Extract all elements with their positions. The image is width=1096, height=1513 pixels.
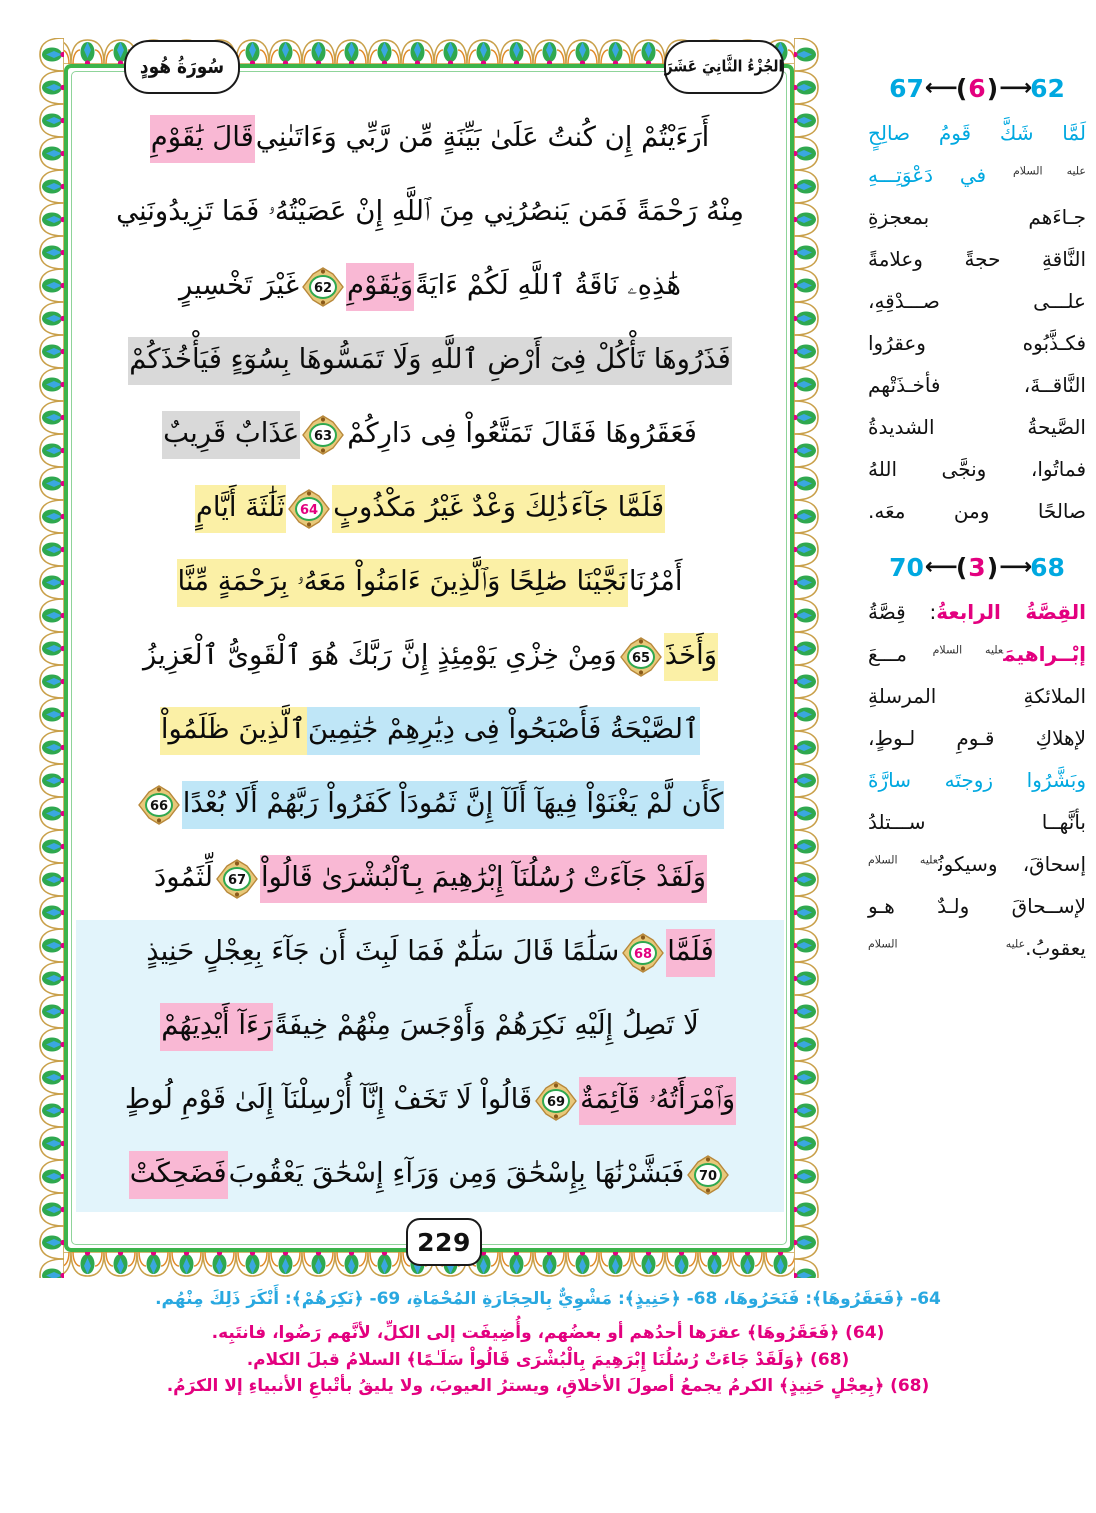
commentary-paragraph: بأنَّهــا ســـتلدُ: [868, 810, 1086, 834]
ayah-line: [74, 472, 786, 546]
page-number-text: 229: [417, 1227, 471, 1257]
commentary-paragraph: وبَشَّرُوا زوجتَه سارَّةَ: [868, 768, 1086, 792]
ayah-number-marker-68: [622, 933, 664, 973]
verse-range-left: 67: [889, 74, 924, 103]
alayhi-salam-icon: عليه السلام: [868, 853, 939, 867]
ayah-segment: هَٰذِهِۦ نَاقَةُ ٱللَّهِ لَكُمْ ءَايَةً: [415, 269, 681, 302]
ayah-segment-highlight: فَلَمَّا جَآءَ: [570, 485, 666, 533]
story-title-highlight: القِصَّةُ الرابعةُ: [936, 600, 1086, 624]
commentary-paragraph: صالحًا ومن معَه.: [868, 499, 1086, 523]
commentary-prophet-name-line: [868, 634, 1086, 674]
ayah-line: [74, 990, 786, 1064]
ayah-segment: لَا تَصِلُ إِلَيْهِ نَكِرَهُمْ وَأَوْجَسَ مِنْهُمْ خِيفَةً: [274, 1009, 699, 1042]
svg-text:64: 64: [300, 503, 319, 518]
footnote-note: (68) ﴿وَلَقَدْ جَاءَتْ رُسُلُنَا إِبْرَهِيمَ بِالْبُشْرَى قَالُواْ سَلَـٰمًا﴾ السلامُ قبلَ الكلام.: [246, 1349, 850, 1370]
ayah-number-marker-65: [620, 637, 662, 677]
alayhi-salam-icon: عليه السلام: [932, 643, 1004, 657]
commentary-paragraph: جـاءَهم بمعجزةِ: [868, 205, 1086, 229]
juz-title: الجُزْءُ الثَّانِيَ عَشَرَ: [664, 57, 784, 77]
ayah-segment-highlight: قَالَ يَٰقَوْمِ: [150, 115, 255, 163]
commentary-paragraph: النَّاقةِ حجةً وعلامةً: [868, 247, 1086, 271]
svg-text:70: 70: [699, 1169, 718, 1184]
ayah-segment-highlight: فَذَرُوهَا تَأْكُلْ فِىٓ أَرْضِ ٱللَّهِ وَلَا تَمَسُّوهَا بِسُوٓءٍ فَيَأْخُذَكُمْ: [128, 337, 732, 385]
svg-text:69: 69: [547, 1095, 566, 1110]
ayah-segment: قَالُواْ لَا تَخَفْ إِنَّآ أُرْسِلْنَآ إِلَىٰ قَوْمِ لُوطٍ: [124, 1083, 533, 1116]
verse-range-center: 6: [968, 74, 986, 103]
ayah-segment-highlight: فَضَحِكَتْ: [129, 1151, 228, 1199]
ayah-number-marker-64: [288, 489, 330, 529]
svg-text:65: 65: [631, 651, 650, 666]
ayah-segment-highlight: كَأَن لَّمْ يَغْنَوْاْ فِيهَآ أَلَآ إِنَّ ثَمُودَاْ كَفَرُواْ رَبَّهُمْ أَلَا بُعْدًا: [182, 781, 725, 829]
commentary-paragraph: الملائكةِ المرسلةِ: [868, 684, 1086, 708]
ayah-segment: سَلَٰمًا قَالَ سَلَٰمٌ فَمَا لَبِثَ أَن جَآءَ بِعِجْلٍ حَنِيذٍ: [146, 935, 620, 968]
commentary-paragraph: علـــى صـــدْقِهِ،: [868, 289, 1086, 313]
ayah-segment-highlight: وَيَٰقَوْمِ: [346, 263, 414, 311]
ayah-line: [74, 620, 786, 694]
juz-title-cartouche: [664, 40, 784, 94]
ayah-line: [74, 916, 786, 990]
commentary-paragraph: [868, 928, 1086, 968]
verse-range-right: 68: [1030, 553, 1065, 582]
commentary-paragraph: الصَّيحةُ الشديدةُ: [868, 415, 1086, 439]
border-strip-right: [794, 38, 820, 1278]
verse-range-indicator-2: [868, 553, 1086, 582]
ayah-segment: أَرَءَيْتُمْ إِن كُنتُ عَلَىٰ بَيِّنَةٍ مِّن رَّبِّي وَءَاتَىٰنِي: [255, 121, 710, 154]
commentary-paragraph: النَّاقــةَ، فأخـذَتْهم: [868, 373, 1086, 397]
prophet-name-highlight: إبْــراهيمَ: [1003, 642, 1086, 666]
ayah-segment: لِّثَمُودَ: [153, 861, 214, 894]
arrow-left-icon: ⟵: [924, 75, 955, 101]
ayah-line: [74, 250, 786, 324]
ayah-line: [74, 324, 786, 398]
ayah-segment-highlight: ٱلصَّيْحَةُ فَأَصْبَحُواْ فِى دِيَٰرِهِمْ جَٰثِمِينَ: [307, 707, 700, 755]
ayah-line: [74, 768, 786, 842]
verse-range-left: 70: [889, 553, 924, 582]
ayah-line: [74, 842, 786, 916]
ayah-line: [74, 398, 786, 472]
commentary-text: في دَعْوَتِـــهِ: [868, 163, 987, 187]
ayah-line: [74, 176, 786, 250]
commentary-paragraph: [868, 155, 1086, 195]
border-pattern-left: [38, 38, 64, 1278]
ayah-segment-highlight: رَءَآ أَيْدِيَهُمْ: [160, 1003, 273, 1051]
footnote-note: (68) ﴿بِعِجْلٍ حَنِيذٍ﴾ الكرمُ يجمعُ أصولَ الأخلاقِ، ويسترُ العيوبَ، ولا يليقُ بأتْباعِ الأنبياءِ إلا الكرَمُ.: [166, 1376, 930, 1397]
ayah-line: [74, 694, 786, 768]
surah-title-cartouche: [124, 40, 240, 94]
ayah-segment-highlight: وَٱمْرَأَتُهُۥ قَآئِمَةٌ: [579, 1077, 736, 1125]
verse-range-right: 62: [1030, 74, 1065, 103]
commentary-paragraph: فماتُوا، ونجَّى اللهُ: [868, 457, 1086, 481]
ayah-segment-highlight: عَذَابٌ قَرِيبٌ: [162, 411, 300, 459]
border-strip-left: [38, 38, 64, 1278]
border-pattern-right: [794, 38, 820, 1278]
commentary-story-title: [868, 592, 1086, 632]
arrow-right-icon: ⟶: [999, 554, 1030, 580]
ayah-line: [74, 1138, 786, 1212]
commentary-paragraph: لإســحاقَ ولـدٌ هـو: [868, 894, 1086, 918]
svg-text:62: 62: [314, 281, 333, 296]
story-title-rest: : قِصَّةُ: [868, 600, 937, 624]
commentary-sidebar: [868, 70, 1086, 1250]
ayah-segment-highlight: ثَلَٰثَةَ أَيَّامٍ: [195, 485, 286, 533]
surah-title: سُورَةُ هُودٍ: [139, 55, 225, 79]
ayah-segment: وَمِنْ خِزْىِ يَوْمِئِذٍ إِنَّ رَبَّكَ هُوَ ٱلْقَوِىُّ ٱلْعَزِيزُ: [142, 639, 617, 672]
svg-text:63: 63: [314, 429, 333, 444]
ayah-segment: فَعَقَرُوهَا فَقَالَ تَمَتَّعُواْ فِى دَارِكُمْ: [347, 417, 697, 450]
paren-close: ): [986, 74, 999, 103]
ayah-number-marker-69: [535, 1081, 577, 1121]
verse-range-center: 3: [968, 553, 986, 582]
ayah-segment-highlight: فَلَمَّا: [666, 929, 715, 977]
svg-text:67: 67: [227, 873, 247, 888]
ayah-segment-highlight: وَأَخَذَ: [664, 633, 718, 681]
ayah-segment: مِنْهُ رَحْمَةً فَمَن يَنصُرُنِي مِنَ ٱللَّهِ إِنْ عَصَيْتُهُۥ فَمَا تَزِيدُونَنِي: [116, 195, 744, 228]
footnotes-section: [28, 1286, 1068, 1399]
ayah-number-marker-66: [138, 785, 180, 825]
ayah-segment-highlight: نَجَّيْنَا صَٰلِحًا وَٱلَّذِينَ ءَامَنُواْ مَعَهُۥ بِرَحْمَةٍ مِّنَّا: [177, 559, 628, 607]
paren-open: (: [955, 74, 968, 103]
footnote-note: (64) ﴿فَعَقَرُوهَا﴾ عقرَها أحدُهم أو بعضُهم، وأُضِيفَت إلى الكلِّ، لأنَّهم رَضُوا، فانتَبِه.: [211, 1323, 885, 1344]
ayah-number-marker-62: [302, 267, 344, 307]
ayah-segment-highlight: ٱلَّذِينَ ظَلَمُواْ: [160, 707, 307, 755]
ayah-number-marker-63: [302, 415, 344, 455]
ayah-segment-highlight: ذَٰلِكَ وَعْدٌ غَيْرُ مَكْذُوبٍ: [332, 485, 570, 533]
commentary-text: إسحاقَ، وسيكونُ: [938, 852, 1086, 876]
ayah-line: [74, 546, 786, 620]
svg-text:66: 66: [149, 799, 168, 814]
commentary-paragraph: لإهلاكِ قـومِ لـوطٍ،: [868, 726, 1086, 750]
ayah-segment-highlight: وَلَقَدْ جَآءَتْ رُسُلُنَآ إِبْرَٰهِيمَ بِٱلْبُشْرَىٰ قَالُواْ: [260, 855, 707, 903]
alayhi-salam-icon: عليه السلام: [868, 937, 1026, 951]
commentary-paragraph: فكـذَّبُوه وعقرُوا: [868, 331, 1086, 355]
ayah-line: [74, 102, 786, 176]
alayhi-salam-icon: عليه السلام: [1012, 164, 1086, 178]
page-number-badge: [406, 1218, 482, 1266]
prophet-name-rest: مـــعَ: [868, 642, 907, 666]
commentary-paragraph: لَمَّا شَكَّ قَومُ صالِحٍ: [868, 121, 1086, 145]
commentary-text: يعقوبُ.: [1025, 936, 1086, 960]
commentary-paragraph: [868, 844, 1086, 884]
paren-close: ): [986, 553, 999, 582]
verse-range-indicator-1: [868, 74, 1086, 103]
ayah-number-marker-70: [687, 1155, 729, 1195]
ayah-segment: فَبَشَّرْنَٰهَا بِإِسْحَٰقَ وَمِن وَرَآءِ إِسْحَٰقَ يَعْقُوبَ: [228, 1157, 685, 1190]
footnote-word-meanings: 64- ﴿فَعَقَرُوهَا﴾: فَنَحَرُوهَا، 68- ﴿حَنِيذٍ﴾: مَشْوِيٌّ بِالحِجَارَةِ المُحْمَاةِ، 69- ﴿نَكِرَهُمْ﴾: أَنْكَرَ ذَلِكَ مِنْهُم.: [155, 1289, 941, 1309]
quran-text-body: [74, 102, 786, 1218]
ayah-segment: غَيْرَ تَخْسِيرٍ: [179, 269, 300, 302]
arrow-left-icon: ⟵: [924, 554, 955, 580]
ayah-line: [74, 1064, 786, 1138]
ayah-segment: أَمْرُنَا: [628, 565, 683, 598]
arrow-right-icon: ⟶: [999, 75, 1030, 101]
paren-open: (: [955, 553, 968, 582]
ayah-number-marker-67: [216, 859, 258, 899]
svg-text:68: 68: [634, 947, 653, 962]
